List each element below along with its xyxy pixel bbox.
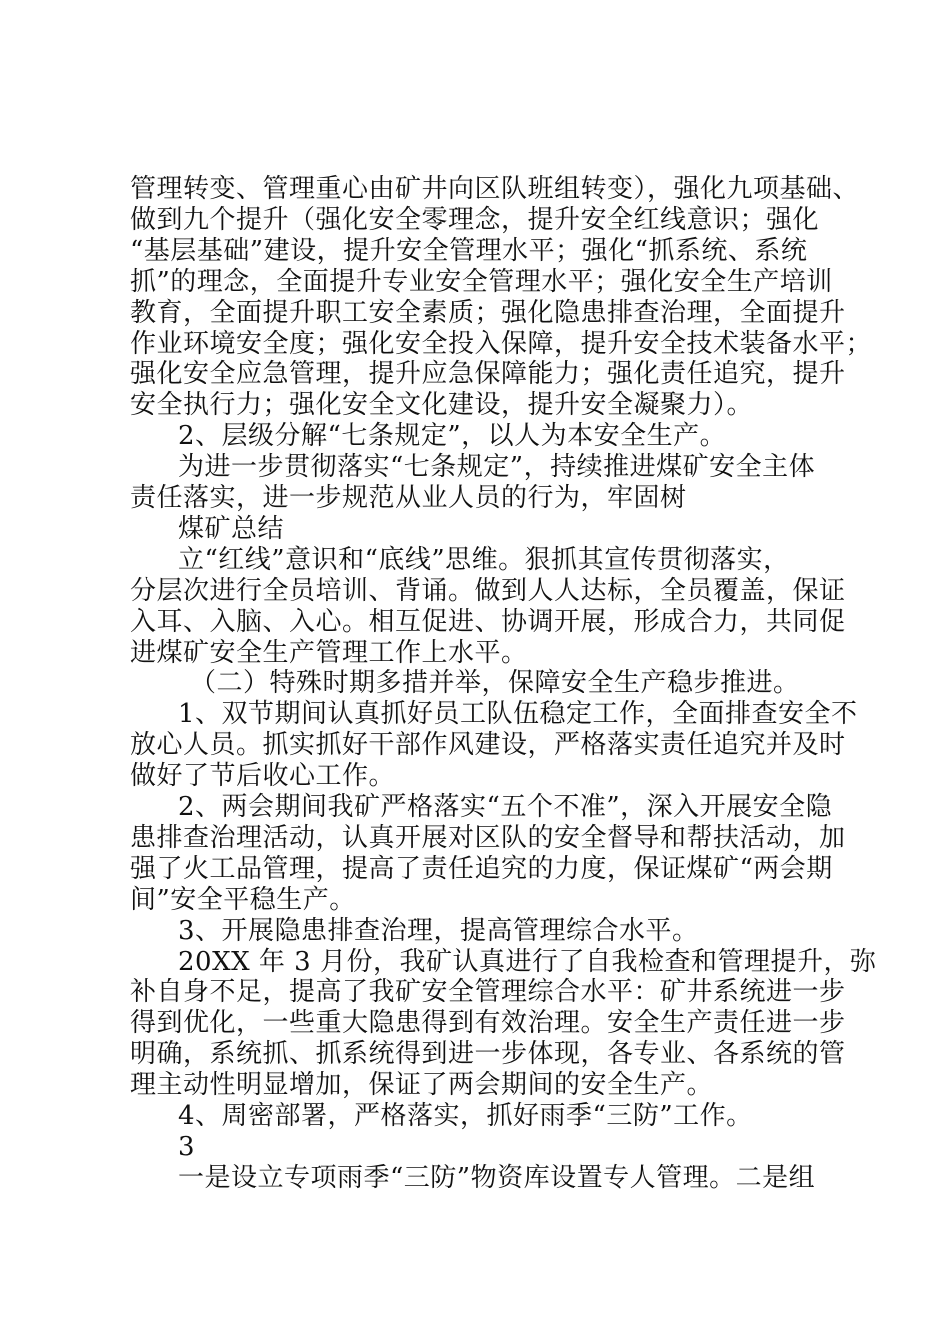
text-line: 3 bbox=[178, 1132, 196, 1162]
text-line: 3、开展隐患排查治理，提高管理综合水平。 bbox=[178, 916, 699, 946]
text-line: 煤矿总结 bbox=[178, 514, 285, 544]
text-line: 间”安全平稳生产。 bbox=[130, 885, 356, 915]
text-line: 为进一步贯彻落实“七条规定”，持续推进煤矿安全主体 bbox=[178, 452, 816, 482]
text-line: 教育，全面提升职工安全素质；强化隐患排查治理，全面提升 bbox=[130, 298, 846, 328]
text-line: 责任落实，进一步规范从业人员的行为，牢固树 bbox=[130, 483, 687, 513]
text-line: 得到优化，一些重大隐患得到有效治理。安全生产责任进一步 bbox=[130, 1008, 846, 1038]
text-line: 做到九个提升（强化安全零理念，提升安全红线意识；强化 bbox=[130, 205, 820, 235]
text-line: 4、周密部署，严格落实，抓好雨季“三防”工作。 bbox=[178, 1101, 753, 1131]
text-line: “基层基础”建设，提升安全管理水平；强化“抓系统、系统 bbox=[130, 236, 808, 266]
text-line: 1、双节期间认真抓好员工队伍稳定工作，全面排查安全不 bbox=[178, 699, 858, 729]
text-line: 患排查治理活动，认真开展对区队的安全督导和帮扶活动，加 bbox=[130, 823, 846, 853]
text-line: 理主动性明显增加，保证了两会期间的安全生产。 bbox=[130, 1070, 714, 1100]
text-line: 2、两会期间我矿严格落实“五个不准”，深入开展安全隐 bbox=[178, 792, 833, 822]
text-line: 进煤矿安全生产管理工作上水平。 bbox=[130, 638, 528, 668]
text-line: 强了火工品管理，提高了责任追究的力度，保证煤矿“两会期 bbox=[130, 854, 833, 884]
text-line: 强化安全应急管理，提升应急保障能力；强化责任追究，提升 bbox=[130, 359, 846, 389]
text-line: 明确，系统抓、抓系统得到进一步体现，各专业、各系统的管 bbox=[130, 1039, 846, 1069]
text-line: 放心人员。抓实抓好干部作风建设，严格落实责任追究并及时 bbox=[130, 730, 846, 760]
text-line: 作业环境安全度；强化安全投入保障，提升安全技术装备水平； bbox=[130, 329, 873, 359]
text-line: 一是设立专项雨季“三防”物资库设置专人管理。二是组 bbox=[178, 1163, 816, 1193]
text-line: 安全执行力；强化安全文化建设，提升安全凝聚力）。 bbox=[130, 390, 754, 420]
text-line: 入耳、入脑、入心。相互促进、协调开展，形成合力，共同促 bbox=[130, 607, 846, 637]
text-line: （二）特殊时期多措并举，保障安全生产稳步推进。 bbox=[190, 668, 800, 698]
text-line: 抓”的理念，全面提升专业安全管理水平；强化安全生产培训 bbox=[130, 267, 833, 297]
text-line: 立“红线”意识和“底线”思维。狠抓其宣传贯彻落实， bbox=[178, 545, 790, 575]
text-line: 分层次进行全员培训、背诵。做到人人达标，全员覆盖，保证 bbox=[130, 576, 846, 606]
text-line: 补自身不足，提高了我矿安全管理综合水平：矿井系统进一步 bbox=[130, 977, 846, 1007]
text-line: 20XX 年 3 月份，我矿认真进行了自我检查和管理提升，弥 bbox=[178, 947, 877, 977]
text-line: 管理转变、管理重心由矿井向区队班组转变），强化九项基础、 bbox=[130, 174, 860, 204]
text-line: 做好了节后收心工作。 bbox=[130, 761, 396, 791]
text-line: 2、层级分解“七条规定”，以人为本安全生产。 bbox=[178, 421, 727, 451]
